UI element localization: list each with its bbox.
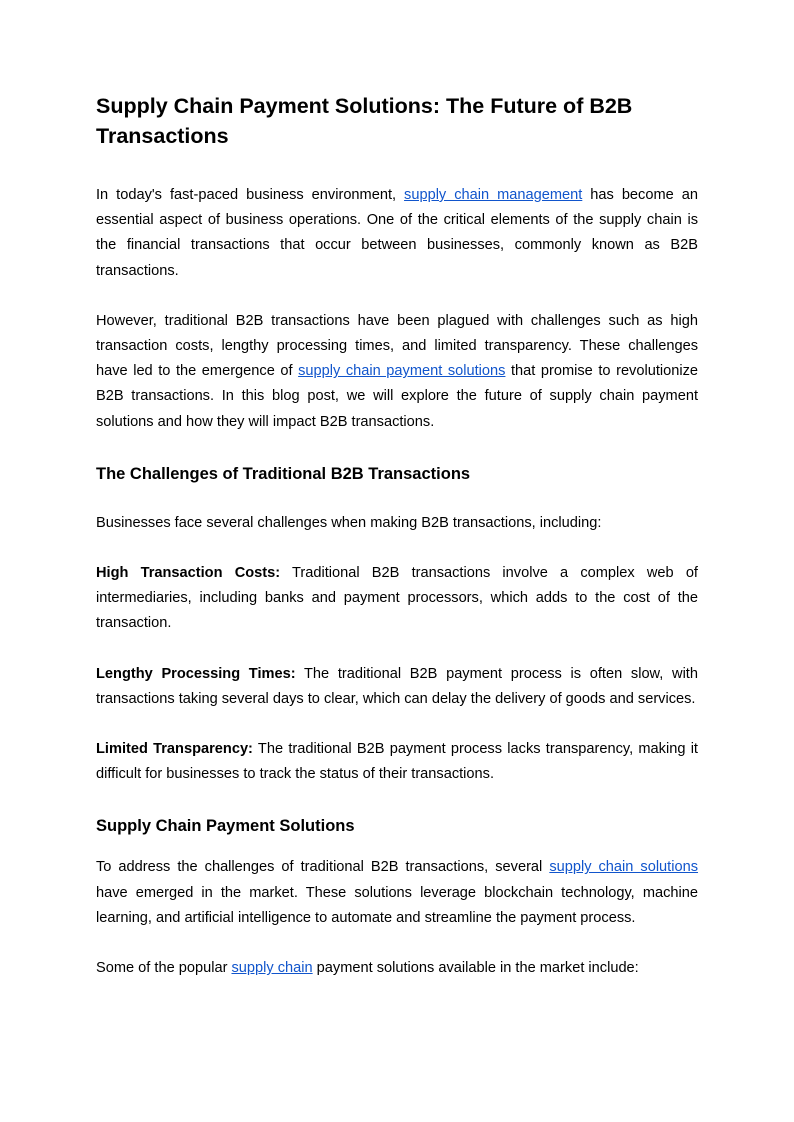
challenge-cost-label: High Transaction Costs: [96,565,281,582]
solutions-p1-text-after: have emerged in the market. These solutions leverage blockchain technology, machine learning, and artificial intelligence to automate and streamline the payment process. [96,884,698,926]
intro-p1-text-before: In today's fast-paced business environment, [96,187,405,203]
document-body [96,91,698,981]
challenge-item-cost [96,561,698,637]
challenge-transparency-text: The traditional B2B payment process lacks transparency, making it difficult for businesses to track the status of their transactions. [96,741,698,783]
supply-chain-link[interactable]: supply chain [231,960,313,977]
challenge-time-label: Lengthy Processing Times: [96,665,296,682]
solutions-p2-text-after: payment solutions available in the market include: [312,960,639,977]
supply-chain-payment-solutions-link[interactable]: supply chain payment solutions [298,363,506,380]
challenge-item-transparency [96,737,698,787]
challenge-cost-text: Traditional B2B transactions involve a complex web of intermediaries, including banks and payment processors, which adds to the cost of the transaction. [96,565,698,632]
document-title: Supply Chain Payment Solutions: The Future of B2B Transactions [96,94,633,148]
challenge-time-text: The traditional B2B payment process is often slow, with transactions taking several days to clear, which can delay the delivery of goods and services. [96,665,698,707]
intro-p1-text-after: has become an essential aspect of business operations. One of the critical elements of the supply chain is the financial transactions that occur between businesses, commonly known as B2B transactions. [96,187,698,279]
solutions-paragraph-1 [96,855,698,931]
solutions-p1-text-before: To address the challenges of traditional B2B transactions, several [96,859,550,876]
intro-paragraph-1 [96,183,698,284]
challenge-item-time [96,662,698,712]
solutions-paragraph-2 [96,956,698,981]
supply-chain-solutions-link[interactable]: supply chain solutions [549,859,699,876]
intro-p2-text-before: However, traditional B2B transactions have been plagued with challenges such as high transaction costs, lengthy processing times, and limited transparency. These challenges have led to the emergence of [96,312,698,380]
challenges-intro-paragraph: Businesses face several challenges when making B2B transactions, including: [96,514,602,531]
challenges-heading: The Challenges of Traditional B2B Transactions [96,464,471,483]
solutions-heading: Supply Chain Payment Solutions [96,817,355,836]
solutions-p2-text-before: Some of the popular [96,960,232,977]
intro-p2-text-after: that promise to revolutionize B2B transactions. In this blog post, we will explore the future of supply chain payment solutions and how they will impact B2B transactions. [96,363,699,430]
supply-chain-management-link[interactable]: supply chain management [404,187,583,203]
intro-paragraph-2 [96,309,698,435]
challenge-transparency-label: Limited Transparency: [96,741,253,758]
